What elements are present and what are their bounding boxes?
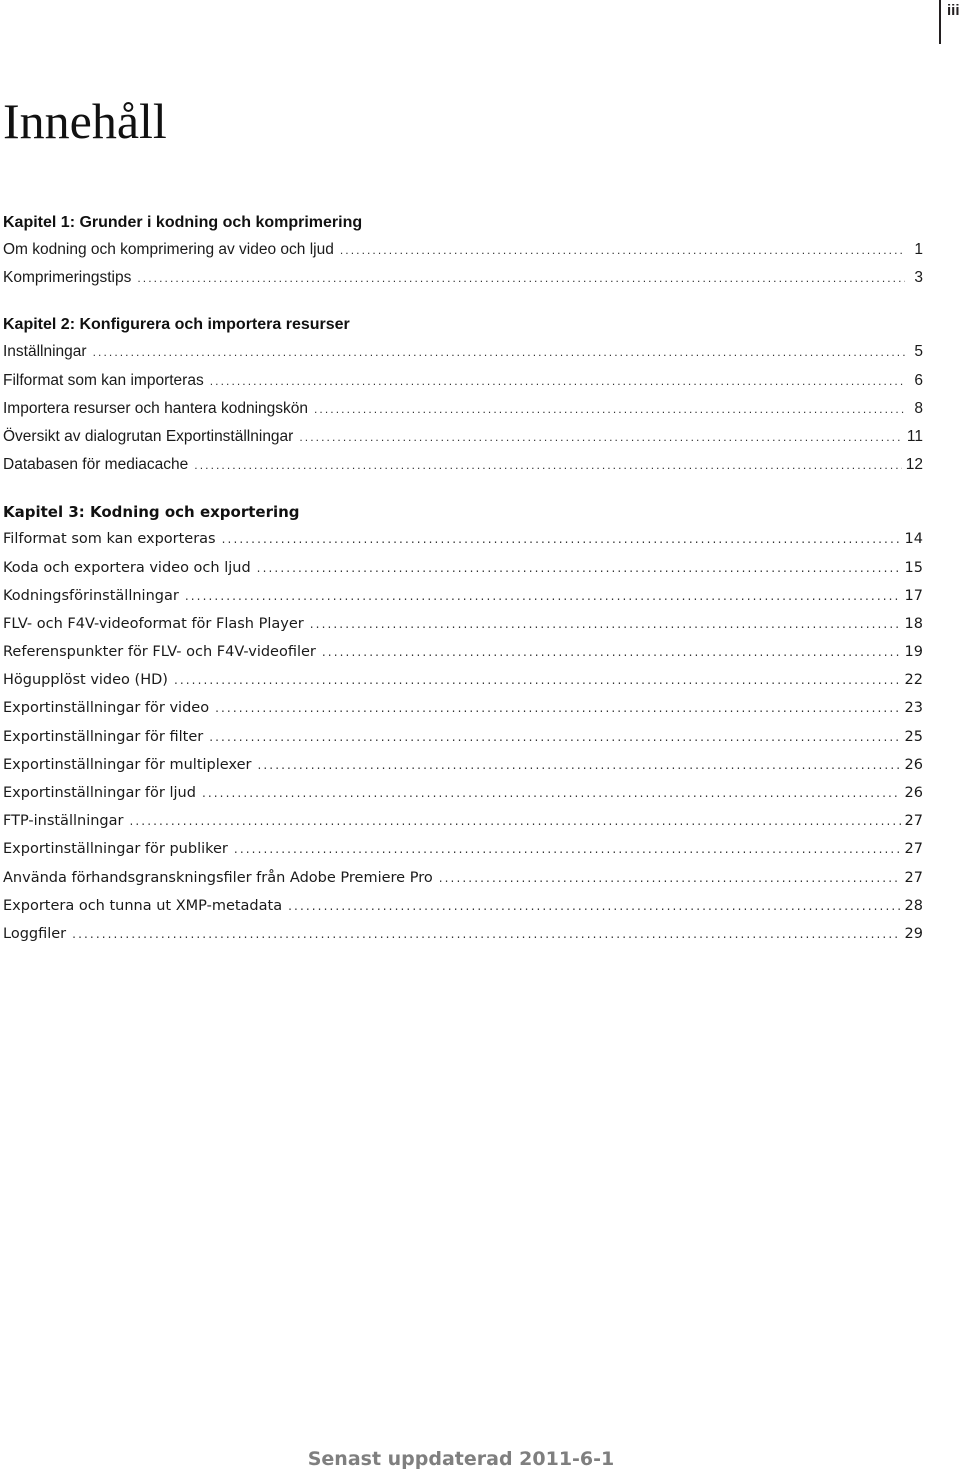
toc-entry[interactable] xyxy=(3,807,923,835)
dot-leader xyxy=(202,779,901,807)
toc-entry-page[interactable]: 26 xyxy=(904,756,923,773)
dot-leader xyxy=(310,610,901,638)
toc-entry-page[interactable]: 27 xyxy=(904,813,923,830)
toc-entry[interactable] xyxy=(3,367,923,395)
toc-entry-label[interactable]: Filformat som kan exporteras xyxy=(3,531,216,548)
toc-entry[interactable] xyxy=(3,236,923,264)
page-number-rule xyxy=(939,0,941,44)
toc-entry[interactable] xyxy=(3,864,923,892)
toc-entry-label[interactable]: FLV- och F4V-videoformat för Flash Player xyxy=(3,615,304,632)
toc-entry-page[interactable]: 14 xyxy=(904,531,923,548)
toc-entry-label[interactable]: Exportinställningar för video xyxy=(3,700,210,717)
toc-entry-page[interactable]: 19 xyxy=(904,644,923,661)
toc-entry[interactable] xyxy=(3,892,923,920)
toc-entry-label[interactable]: Exportera och tunna ut XMP-metadata xyxy=(3,897,283,914)
toc-entry-page[interactable]: 8 xyxy=(914,399,923,417)
dot-leader xyxy=(257,751,900,779)
toc-entry[interactable] xyxy=(3,920,923,948)
page-footer xyxy=(0,1448,960,1470)
toc-entry-label[interactable]: Använda förhandsgranskningsfiler från Adobe Premiere Pro xyxy=(3,869,433,886)
dot-leader xyxy=(185,582,901,610)
toc-entry-page[interactable]: 11 xyxy=(906,427,923,445)
toc-entry-label[interactable]: Exportinställningar för multiplexer xyxy=(3,756,252,773)
toc-entry-label[interactable]: Om kodning och komprimering av video och ljud xyxy=(3,241,334,258)
dot-leader xyxy=(322,638,901,666)
dot-leader xyxy=(234,835,901,863)
toc-entry[interactable] xyxy=(3,751,923,779)
toc-chapter-1 xyxy=(3,210,923,292)
toc-entry-page[interactable]: 5 xyxy=(914,343,923,361)
table-of-contents xyxy=(3,210,923,948)
toc-entry[interactable] xyxy=(3,582,923,610)
dot-leader xyxy=(129,807,900,835)
toc-entry-label[interactable]: Importera resurser och hantera kodningskön xyxy=(3,399,308,417)
toc-entry-label[interactable]: Kodningsförinställningar xyxy=(3,587,179,604)
dot-leader xyxy=(194,451,901,479)
toc-entry-page[interactable]: 12 xyxy=(905,456,923,474)
toc-entry[interactable] xyxy=(3,451,923,479)
toc-entry-label[interactable]: Databasen för mediacache xyxy=(3,456,189,474)
toc-entry-label[interactable]: Exportinställningar för ljud xyxy=(3,785,196,801)
last-updated-text: Senast uppdaterad 2011-6-1 xyxy=(307,1448,615,1470)
toc-entry-label[interactable]: Filformat som kan importeras xyxy=(3,371,204,389)
dot-leader xyxy=(439,864,901,892)
toc-entry[interactable] xyxy=(3,554,923,582)
toc-entry-page[interactable]: 15 xyxy=(904,559,923,576)
toc-entry[interactable] xyxy=(3,525,923,553)
toc-entry-page[interactable]: 27 xyxy=(904,869,923,886)
toc-entry-label[interactable]: Komprimeringstips xyxy=(3,269,132,287)
chapter-title: Kapitel 3: Kodning och exportering xyxy=(3,503,300,522)
toc-entry-page[interactable]: 23 xyxy=(904,700,923,717)
toc-entry-page[interactable]: 27 xyxy=(904,841,923,858)
dot-leader xyxy=(209,723,900,751)
toc-entry-page[interactable]: 17 xyxy=(904,587,923,604)
toc-entry-label[interactable]: Exportinställningar för publiker xyxy=(3,841,228,858)
toc-chapter-2 xyxy=(3,312,923,479)
toc-entry[interactable] xyxy=(3,779,923,807)
toc-entry-label[interactable]: Översikt av dialogrutan Exportinställningar xyxy=(3,427,294,445)
toc-chapter-3 xyxy=(3,499,923,948)
chapter-title: Kapitel 1: Grunder i kodning och komprimering xyxy=(3,214,363,231)
toc-entry-page[interactable]: 22 xyxy=(904,672,923,689)
dot-leader xyxy=(174,666,901,694)
toc-entry[interactable] xyxy=(3,610,923,638)
toc-entry-page[interactable]: 1 xyxy=(914,241,923,258)
toc-entry[interactable] xyxy=(3,395,923,423)
toc-entry[interactable] xyxy=(3,694,923,722)
dot-leader xyxy=(340,236,905,264)
toc-entry-label[interactable]: Exportinställningar för filter xyxy=(3,728,204,745)
toc-entry-label[interactable]: Koda och exportera video och ljud xyxy=(3,559,251,576)
dot-leader xyxy=(93,338,905,366)
dot-leader xyxy=(257,554,901,582)
dot-leader xyxy=(210,367,905,395)
dot-leader xyxy=(314,395,905,423)
toc-entry[interactable] xyxy=(3,423,923,451)
toc-entry[interactable] xyxy=(3,638,923,666)
toc-entry[interactable] xyxy=(3,835,923,863)
toc-entry-label[interactable]: FTP-inställningar xyxy=(3,813,124,830)
toc-entry[interactable] xyxy=(3,723,923,751)
dot-leader xyxy=(299,423,903,451)
dot-leader xyxy=(222,525,901,553)
toc-entry-page[interactable]: 6 xyxy=(914,371,923,389)
toc-entry-label[interactable]: Högupplöst video (HD) xyxy=(3,672,168,689)
page-number: iii xyxy=(947,2,960,19)
toc-entry-page[interactable]: 18 xyxy=(904,615,923,632)
dot-leader xyxy=(137,264,905,292)
toc-entry[interactable] xyxy=(3,338,923,366)
toc-entry-label[interactable]: Referenspunkter för FLV- och F4V-videofiler xyxy=(3,644,316,661)
dot-leader xyxy=(288,892,900,920)
toc-entry-page[interactable]: 29 xyxy=(904,925,923,942)
chapter-title: Kapitel 2: Konfigurera och importera resurser xyxy=(3,316,350,334)
toc-entry-page[interactable]: 3 xyxy=(914,269,923,287)
toc-entry[interactable] xyxy=(3,666,923,694)
dot-leader xyxy=(72,920,900,948)
page-title: Innehåll xyxy=(3,93,167,149)
toc-entry-page[interactable]: 25 xyxy=(904,728,923,745)
toc-entry-page[interactable]: 26 xyxy=(904,785,923,801)
toc-entry-page[interactable]: 28 xyxy=(904,897,923,914)
toc-entry[interactable] xyxy=(3,264,923,292)
toc-entry-label[interactable]: Loggfiler xyxy=(3,925,67,942)
toc-entry-label[interactable]: Inställningar xyxy=(3,343,87,361)
dot-leader xyxy=(215,694,900,722)
